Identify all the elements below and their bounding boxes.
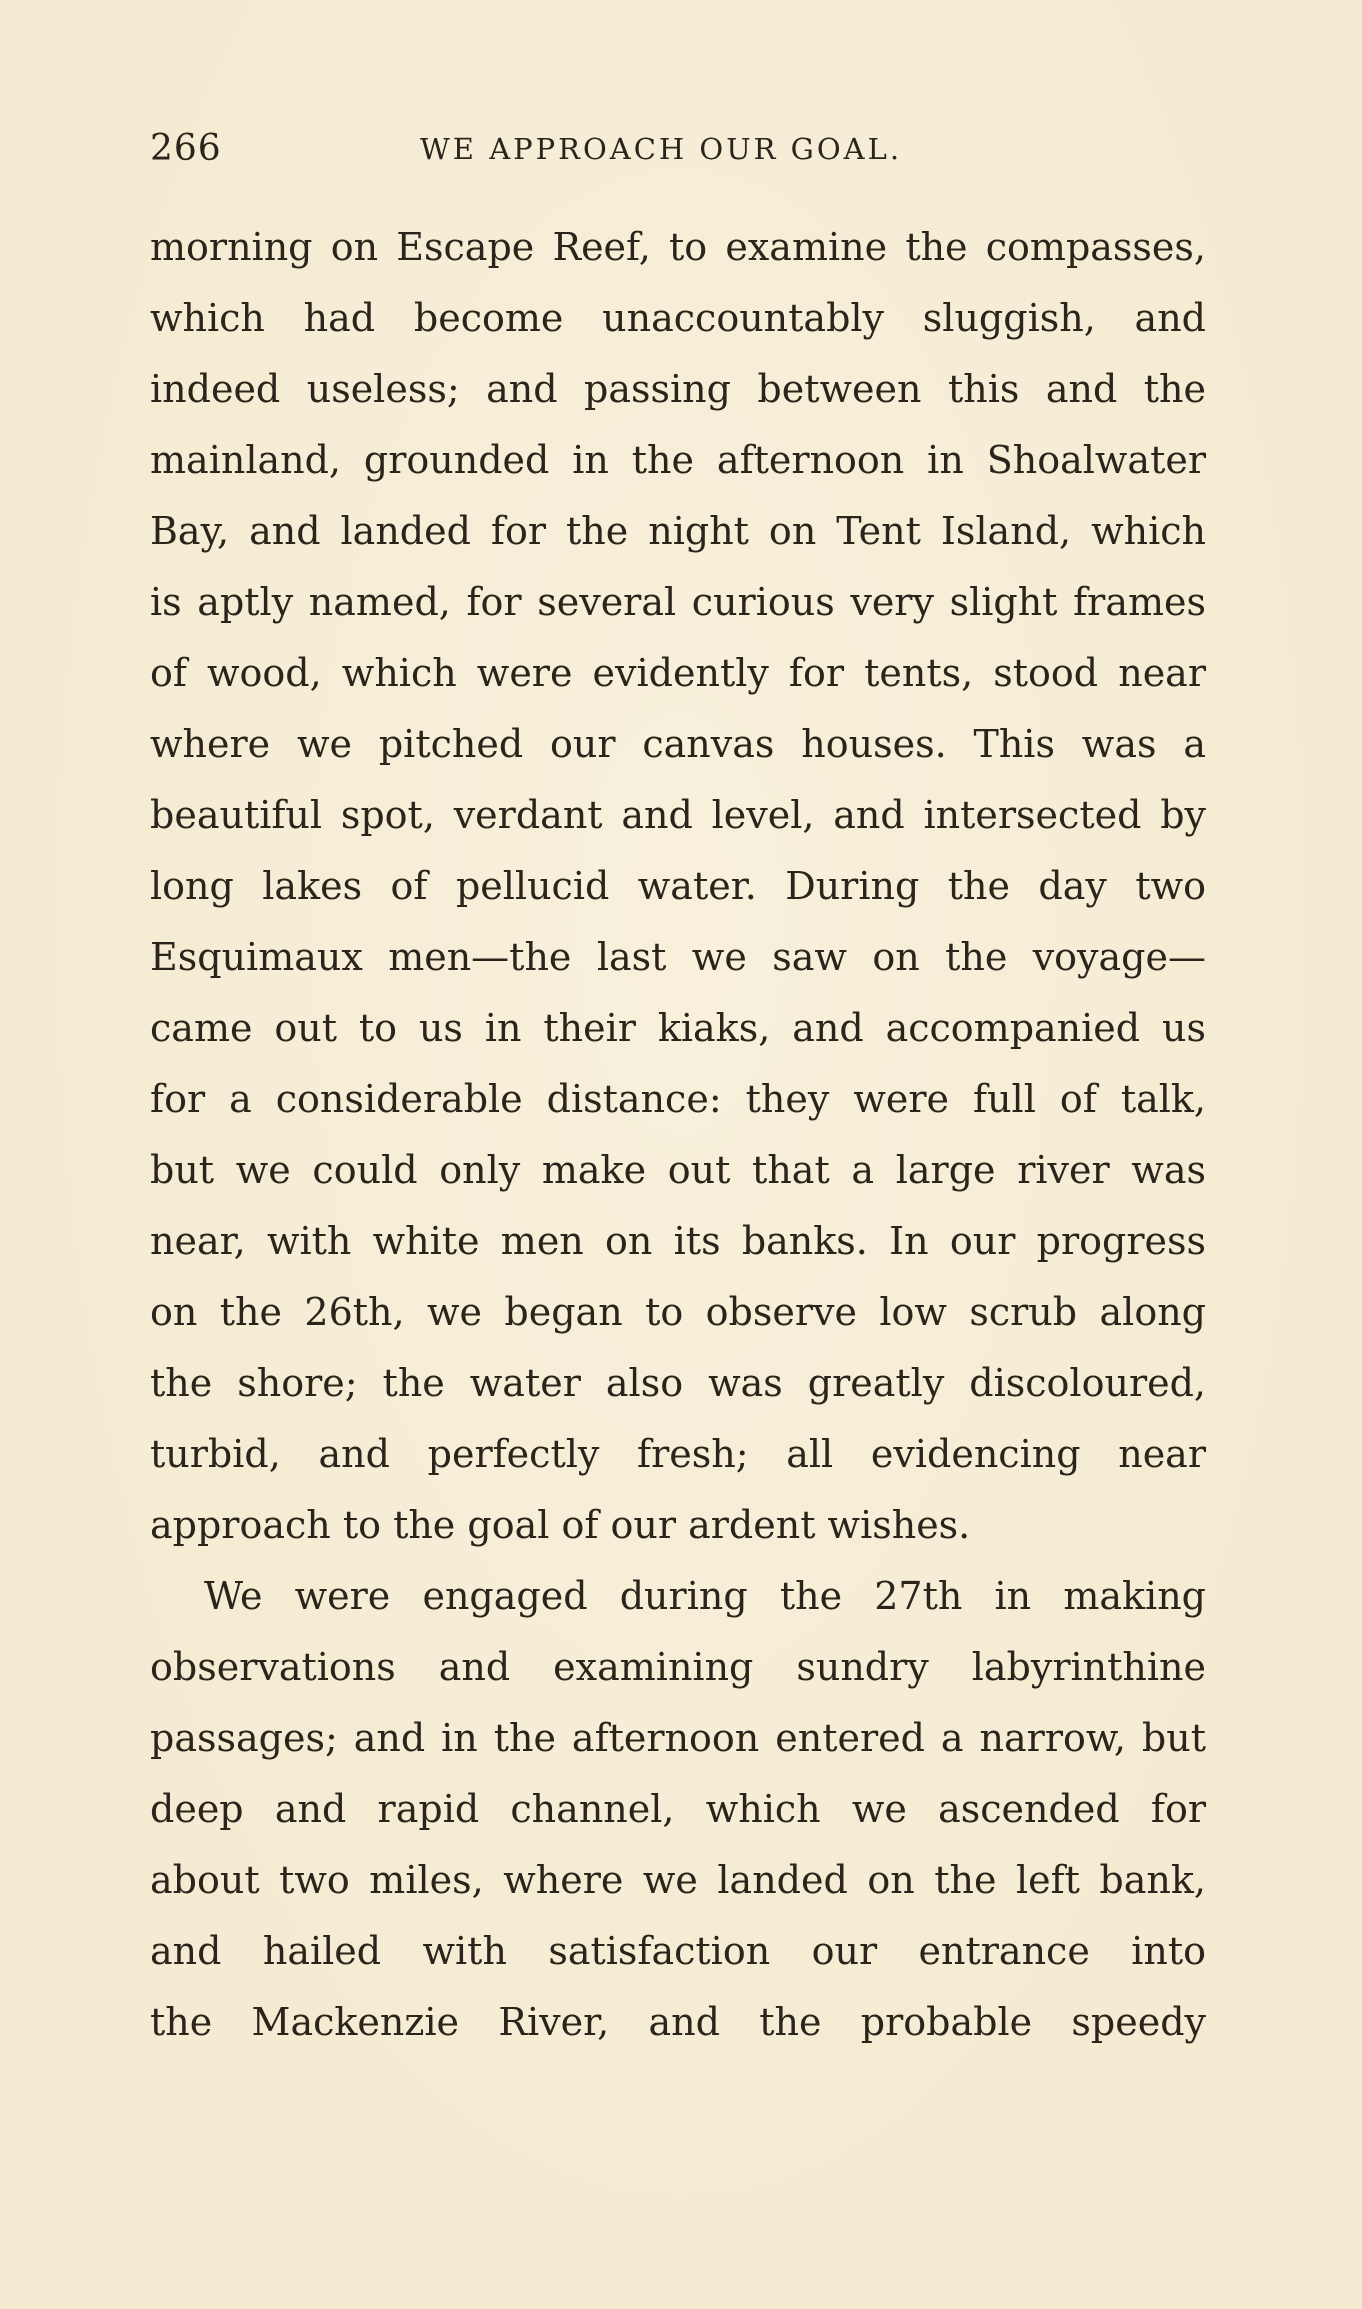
running-head: WE APPROACH OUR GOAL. bbox=[420, 132, 903, 166]
text-line: beautiful spot, verdant and level, and intersected by bbox=[150, 793, 1206, 837]
text-line: which had become unaccountably sluggish, and bbox=[150, 296, 1206, 340]
text-line: on the 26th, we began to observe low scrub along bbox=[150, 1290, 1206, 1334]
text-line: long lakes of pellucid water. During the day two bbox=[150, 864, 1206, 908]
text-line: morning on Escape Reef, to examine the compasses, bbox=[150, 225, 1206, 269]
text-line: is aptly named, for several curious very slight frames bbox=[150, 580, 1206, 624]
text-line: turbid, and perfectly fresh; all evidencing near bbox=[150, 1432, 1206, 1476]
text-line: indeed useless; and passing between this and the bbox=[150, 367, 1206, 411]
text-line: of wood, which were evidently for tents, stood near bbox=[150, 651, 1206, 695]
text-line: the shore; the water also was greatly discoloured, bbox=[150, 1361, 1206, 1405]
text-line: Bay, and landed for the night on Tent Island, which bbox=[150, 509, 1206, 553]
text-line: about two miles, where we landed on the left bank, bbox=[150, 1858, 1206, 1902]
text-line: mainland, grounded in the afternoon in Shoalwater bbox=[150, 438, 1206, 482]
text-line: passages; and in the afternoon entered a narrow, but bbox=[150, 1716, 1206, 1760]
text-line: where we pitched our canvas houses. This was a bbox=[150, 722, 1206, 766]
text-line: approach to the goal of our ardent wishes. bbox=[150, 1503, 971, 1547]
text-line: for a considerable distance: they were full of talk, bbox=[150, 1077, 1206, 1121]
text-line: observations and examining sundry labyrinthine bbox=[150, 1645, 1206, 1689]
text-line: but we could only make out that a large river was bbox=[150, 1148, 1206, 1192]
body-text bbox=[150, 222, 1206, 2068]
text-line: came out to us in their kiaks, and accompanied us bbox=[150, 1006, 1206, 1050]
text-line: near, with white men on its banks. In our progress bbox=[150, 1219, 1206, 1263]
text-line: deep and rapid channel, which we ascended for bbox=[150, 1787, 1206, 1831]
page-number: 266 bbox=[150, 128, 222, 169]
text-line: and hailed with satisfaction our entrance into bbox=[150, 1929, 1206, 1973]
text-line: Esquimaux men—the last we saw on the voyage— bbox=[150, 935, 1206, 979]
text-line: the Mackenzie River, and the probable speedy bbox=[150, 2000, 1206, 2044]
page-header bbox=[150, 128, 1210, 178]
text-line: We were engaged during the 27th in making bbox=[204, 1574, 1206, 1618]
